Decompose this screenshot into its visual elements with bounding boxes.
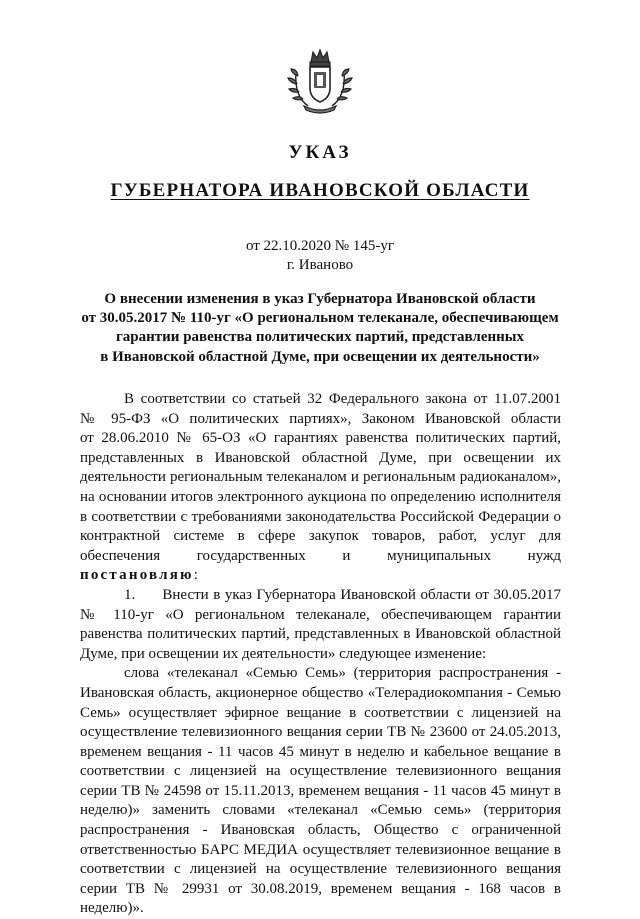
- item1-text: Внести в указ Губернатора Ивановской области от 30.05.2017: [162, 586, 561, 603]
- coat-of-arms-icon: [284, 48, 356, 114]
- item1-line: [80, 586, 561, 606]
- change-line: распространения - Ивановская область, Общество с ограниченной: [80, 822, 561, 839]
- change-line: временем вещания - 11 часов 45 минут в неделю и кабельное вещание в: [80, 743, 561, 760]
- item1-line: № 110-уг «О региональном телеканале, обеспечивающем гарантии: [80, 606, 561, 623]
- change-line: осуществление телевизионного вещания серии ТВ № 23600 от 24.05.2013,: [80, 724, 561, 741]
- preamble-line: деятельности региональным телеканалом и региональным радиоканалом»,: [80, 469, 561, 486]
- preamble-line: В соответствии со статьей 32 Федерального закона от 11.07.2001: [124, 391, 561, 407]
- decree-subject: [80, 290, 560, 367]
- decree-city: г. Иваново: [286, 257, 354, 273]
- preamble-line: обеспечения государственных и муниципальных нужд: [80, 547, 561, 564]
- item1-line: Думе, при освещении их деятельности» следующее изменение:: [80, 645, 487, 662]
- change-line: неделю)» заменить словами «телеканал «Семью семь» (территория: [80, 802, 561, 819]
- decree-body: [80, 390, 561, 919]
- preamble-line: контрактной системе в сфере закупок товаров, работ, услуг для: [80, 528, 561, 545]
- item1-number: 1.: [124, 586, 136, 603]
- preamble-line: в соответствии с требованиями законодательства Российской Федерации о: [80, 508, 561, 525]
- preamble-line: от 28.06.2010 № 65-ОЗ «О гарантиях равенства политических партий,: [80, 430, 561, 447]
- preamble-line: на основании итогов электронного аукциона по определению исполнителя: [80, 488, 561, 505]
- subject-line: в Ивановской областной Думе, при освещении их деятельности»: [100, 348, 540, 365]
- subject-line: от 30.05.2017 № 110-уг «О региональном телеканале, обеспечивающем: [81, 310, 559, 327]
- decree-date-number: от 22.10.2020 № 145-уг: [245, 238, 395, 254]
- decree-word: постановляю: [80, 567, 194, 584]
- change-line: неделю)».: [80, 900, 144, 917]
- change-line: соответствии с лицензией на осуществление телевизионного вещания: [80, 763, 561, 780]
- change-line: слова «телеканал «Семью Семь» (территория распространения -: [124, 665, 561, 682]
- document-subtitle: ГУБЕРНАТОРА ИВАНОВСКОЙ ОБЛАСТИ: [110, 180, 530, 201]
- subject-line: О внесении изменения в указ Губернатора Ивановской области: [104, 291, 536, 307]
- decree-colon: :: [193, 567, 198, 584]
- preamble-line: представленных в Ивановской областной Думе, при освещении их: [80, 449, 561, 466]
- change-line: серии ТВ № 24598 от 15.11.2013, временем вещания - 11 часов 45 минут в: [80, 782, 561, 799]
- change-line: Семь» осуществляет эфирное вещание в соответствии с лицензией на: [80, 704, 561, 721]
- preamble-line: № 95-ФЗ «О политических партиях», Законом Ивановской области: [80, 410, 561, 427]
- change-line: серии ТВ № 29931 от 30.08.2019, временем вещания - 168 часов в: [80, 880, 561, 897]
- subject-line: гарантии равенства политических партий, представленных: [116, 329, 524, 346]
- change-line: соответствии с лицензией на осуществление телевизионного вещания: [80, 861, 561, 878]
- document-title: УКАЗ: [288, 142, 352, 163]
- decree-word-line: [80, 566, 561, 586]
- change-line: ответственностью БАРС МЕДИА осуществляет телевизионное вещание в: [80, 841, 561, 858]
- item1-line: равенства политических партий, представленных в Ивановской областной: [80, 626, 561, 643]
- change-line: Ивановская область, акционерное общество «Телерадиокомпания - Семью: [80, 684, 561, 701]
